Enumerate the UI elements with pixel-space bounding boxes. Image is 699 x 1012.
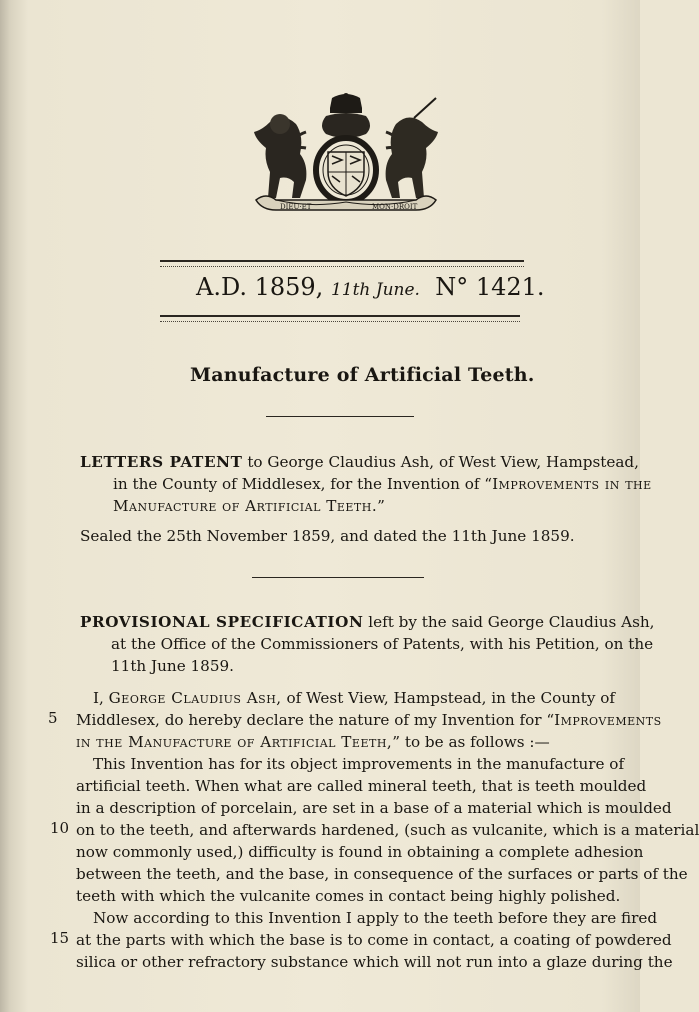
- body-line-11: Now according to this Invention I apply to the teeth before they are fired: [93, 909, 658, 927]
- bottom-rule: [160, 315, 520, 322]
- letters-patent-line-2: [113, 473, 652, 495]
- provisional-text-1: left by the said George Claudius Ash,: [368, 613, 655, 631]
- section-divider: [252, 577, 424, 578]
- provisional-line-3: 11th June 1859.: [111, 657, 234, 675]
- body-line-8: now commonly used,) difficulty is found in obtaining a complete adhesion: [76, 843, 644, 861]
- body-line-6: in a description of porcelain, are set in a base of a material which is moulded: [76, 799, 672, 817]
- body-line-12: at the parts with which the base is to come in contact, a coating of powdered: [76, 931, 672, 949]
- letters-patent-heading: LETTERS PATENT: [80, 453, 243, 471]
- body-line-13: silica or other refractory substance which will not run into a glaze during the: [76, 953, 673, 971]
- letters-patent-text-1: to George Claudius Ash, of West View, Hampstead,: [247, 453, 639, 471]
- royal-coat-of-arms: [246, 92, 446, 222]
- motto-right: MON·DROIT: [372, 203, 418, 211]
- patent-day: 11th June.: [330, 280, 420, 300]
- title-divider: [266, 416, 414, 417]
- inventor-name: George Claudius Ash,: [108, 689, 282, 707]
- line-number-5: 5: [48, 709, 58, 727]
- letters-patent-line-1: [80, 451, 639, 473]
- body-line-1: [93, 687, 615, 709]
- line-number-10: 10: [50, 819, 70, 837]
- top-rule: [160, 260, 524, 267]
- body-line-2: [76, 709, 662, 731]
- body-text: Middlesex, do hereby declare the nature of my Invention for “: [76, 711, 555, 729]
- body-line-9: between the teeth, and the base, in consequence of the surfaces or parts of the: [76, 865, 688, 883]
- letters-patent-line-3: Manufacture of Artificial Teeth.”: [113, 497, 386, 515]
- body-text: I,: [93, 689, 109, 707]
- provisional-line-1: [80, 611, 654, 633]
- invention-title: Improvements: [554, 711, 662, 729]
- body-line-4: This Invention has for its object improvements in the manufacture of: [93, 755, 625, 773]
- patent-number: N° 1421.: [435, 273, 545, 301]
- invention-title: in the Manufacture of Artificial Teeth,: [76, 733, 393, 751]
- patent-title: Manufacture of Artificial Teeth.: [190, 364, 535, 386]
- motto-left: DIEU·ET: [280, 203, 312, 211]
- body-line-3: [76, 731, 550, 753]
- provisional-heading: PROVISIONAL SPECIFICATION: [80, 613, 364, 631]
- provisional-line-2: at the Office of the Commissioners of Patents, with his Petition, on the: [111, 635, 654, 653]
- ad-year: A.D. 1859,: [196, 273, 324, 301]
- line-number-15: 15: [50, 929, 70, 947]
- patent-date-line: [196, 273, 545, 301]
- body-line-7: on to the teeth, and afterwards hardened, (such as vulcanite, which is a material: [76, 821, 699, 839]
- letters-patent-text-2b: Improvements in the: [492, 475, 652, 493]
- body-text: ” to be as follows :—: [392, 733, 550, 751]
- letters-patent-text-2a: in the County of Middlesex, for the Invention of “: [113, 475, 493, 493]
- body-text: of West View, Hampstead, in the County of: [281, 689, 616, 707]
- body-line-5: artificial teeth. When what are called mineral teeth, that is teeth moulded: [76, 777, 647, 795]
- sealed-line: Sealed the 25th November 1859, and dated the 11th June 1859.: [80, 527, 575, 545]
- body-line-10: teeth with which the vulcanite comes in contact being highly polished.: [76, 887, 621, 905]
